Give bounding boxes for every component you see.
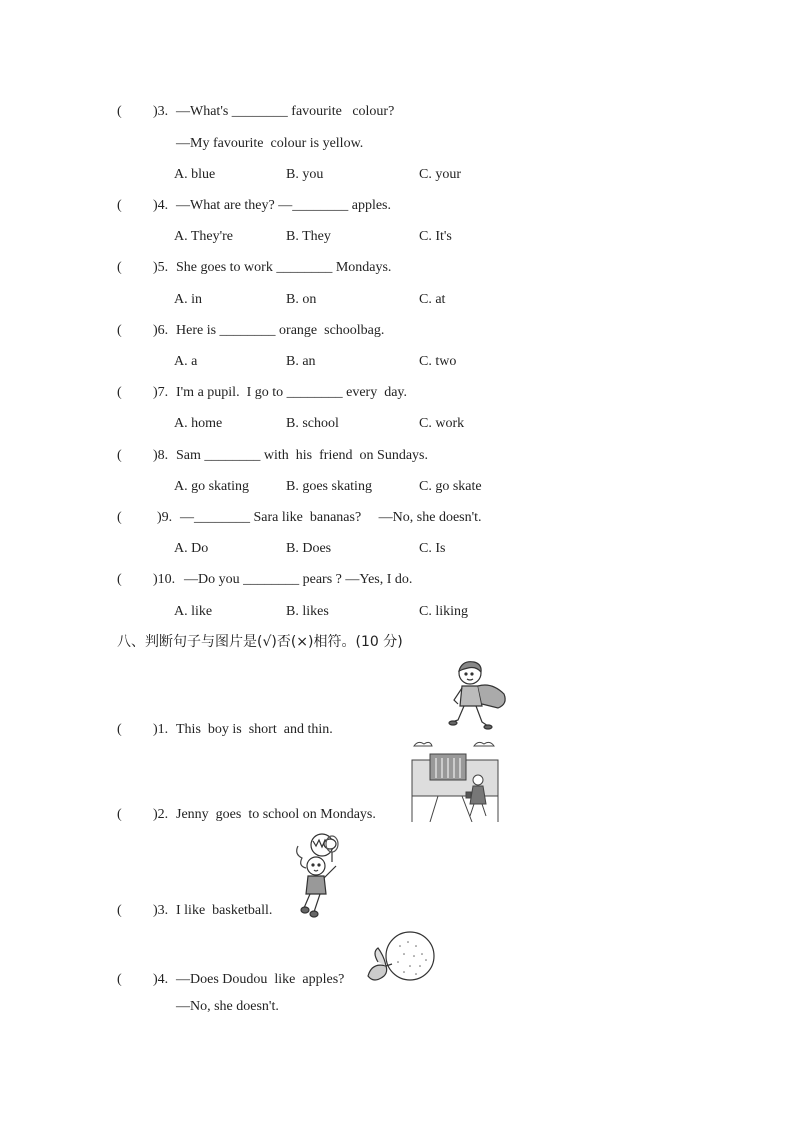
option-c[interactable]: C. two [419, 354, 457, 369]
option-a[interactable]: A. in [174, 292, 202, 307]
question-text: She goes to work ________ Mondays. [176, 260, 392, 275]
option-a[interactable]: A. a [174, 354, 198, 369]
answer-bracket[interactable]: ( [117, 722, 122, 737]
option-b[interactable]: B. school [286, 416, 339, 431]
answer-bracket[interactable]: ( [117, 198, 122, 213]
question-number: )4. [153, 198, 169, 213]
option-b[interactable]: B. They [286, 229, 331, 244]
item-text-line2: —No, she doesn't. [176, 999, 279, 1014]
school-scene-icon [410, 738, 500, 822]
option-c[interactable]: C. It's [419, 229, 452, 244]
answer-bracket[interactable]: ( [117, 448, 122, 463]
orange-icon [364, 926, 438, 988]
option-a[interactable]: A. like [174, 604, 213, 619]
question-text: I'm a pupil. I go to ________ every day. [176, 385, 408, 400]
option-b[interactable]: B. an [286, 354, 316, 369]
section-title: 八、判断句子与图片是(√)否(×)相符。(10 分) [117, 634, 403, 650]
question-number: )5. [153, 260, 169, 275]
answer-bracket[interactable]: ( [117, 260, 122, 275]
answer-bracket[interactable]: ( [117, 385, 122, 400]
option-b[interactable]: B. on [286, 292, 317, 307]
option-b[interactable]: B. likes [286, 604, 329, 619]
question-text: —Do you ________ pears ? —Yes, I do. [184, 572, 413, 587]
question-number: )7. [153, 385, 169, 400]
question-number: )10. [153, 572, 176, 587]
question-number: )6. [153, 323, 169, 338]
option-c[interactable]: C. your [419, 167, 461, 182]
option-c[interactable]: C. Is [419, 541, 446, 556]
question-text: Sam ________ with his friend on Sundays. [176, 448, 428, 463]
question-number: )3. [153, 104, 169, 119]
answer-bracket[interactable]: ( [117, 903, 122, 918]
item-text: Jenny goes to school on Mondays. [176, 807, 376, 822]
option-a[interactable]: A. blue [174, 167, 216, 182]
option-c[interactable]: C. liking [419, 604, 469, 619]
answer-bracket[interactable]: ( [117, 572, 122, 587]
answer-bracket[interactable]: ( [117, 972, 122, 987]
item-number: )2. [153, 807, 169, 822]
question-text-line2: —My favourite colour is yellow. [176, 136, 364, 151]
question-text: —________ Sara like bananas? —No, she doesn't. [180, 510, 482, 525]
question-text: —What's ________ favourite colour? [176, 104, 395, 119]
answer-bracket[interactable]: ( [117, 104, 122, 119]
question-number: )8. [153, 448, 169, 463]
question-text: Here is ________ orange schoolbag. [176, 323, 385, 338]
item-number: )1. [153, 722, 169, 737]
item-number: )4. [153, 972, 169, 987]
item-text: This boy is short and thin. [176, 722, 333, 737]
option-a[interactable]: A. home [174, 416, 223, 431]
answer-bracket[interactable]: ( [117, 323, 122, 338]
item-text: I like basketball. [176, 903, 273, 918]
question-number: )9. [157, 510, 173, 525]
option-c[interactable]: C. go skate [419, 479, 482, 494]
item-number: )3. [153, 903, 169, 918]
answer-bracket[interactable]: ( [117, 510, 122, 525]
option-a[interactable]: A. Do [174, 541, 209, 556]
option-b[interactable]: B. you [286, 167, 324, 182]
option-c[interactable]: C. at [419, 292, 446, 307]
option-c[interactable]: C. work [419, 416, 465, 431]
item-text: —Does Doudou like apples? [176, 972, 345, 987]
option-a[interactable]: A. go skating [174, 479, 250, 494]
option-a[interactable]: A. They're [174, 229, 234, 244]
boy-walking-icon [448, 660, 510, 736]
answer-bracket[interactable]: ( [117, 807, 122, 822]
tennis-girl-icon [292, 832, 354, 918]
question-text: —What are they? —________ apples. [176, 198, 391, 213]
option-b[interactable]: B. Does [286, 541, 332, 556]
option-b[interactable]: B. goes skating [286, 479, 372, 494]
